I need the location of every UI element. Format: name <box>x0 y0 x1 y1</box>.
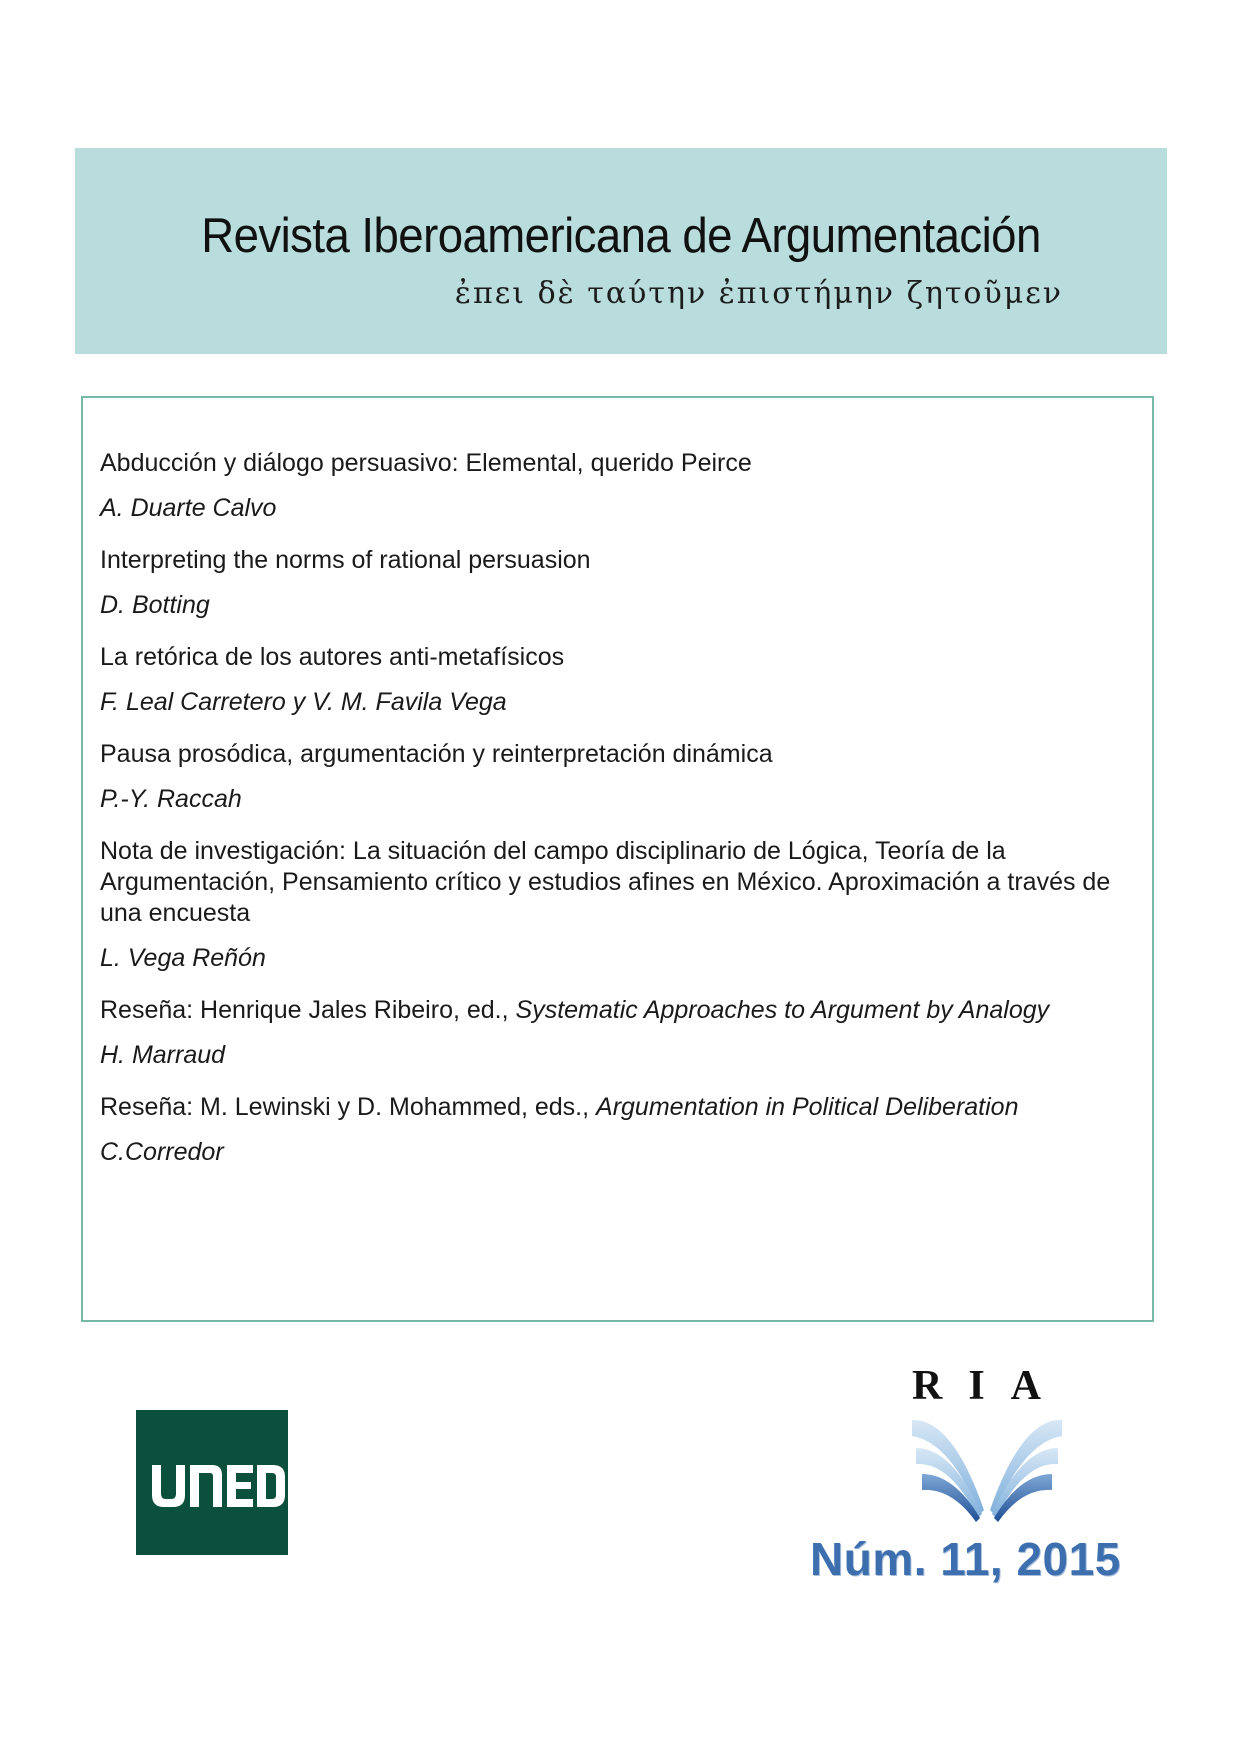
article-author: P.-Y. Raccah <box>100 785 242 813</box>
open-book-icon <box>912 1414 1062 1524</box>
list-item <box>100 836 1140 974</box>
list-item <box>100 1092 1140 1168</box>
article-author: F. Leal Carretero y V. M. Favila Vega <box>100 688 507 716</box>
article-author: L. Vega Reñón <box>100 944 266 972</box>
list-item <box>100 739 1140 815</box>
list-item <box>100 448 1140 524</box>
journal-title: Revista Iberoamericana de Argumentación <box>201 209 1041 263</box>
review-book-title: Systematic Approaches to Argument by Analogy <box>515 996 1050 1024</box>
uned-logo <box>136 1410 288 1555</box>
article-title: Nota de investigación: La situación del campo disciplinario de Lógica, Teoría de la Argumentación, Pensamiento crítico y estudios afines en México. Aproximación a través de una encuesta <box>100 837 1111 927</box>
contents-list <box>100 448 1140 1189</box>
review-title <box>100 1092 1140 1123</box>
journal-header <box>75 148 1167 354</box>
table-of-contents <box>81 396 1154 1322</box>
list-item <box>100 545 1140 621</box>
journal-motto: ἐπει δὲ ταύτην ἐπιστήμην ζητοῦμεν <box>454 276 1063 311</box>
article-title: Abducción y diálogo persuasivo: Elemental, querido Peirce <box>100 449 752 477</box>
uned-logo-mark <box>136 1410 288 1555</box>
list-item <box>100 995 1140 1071</box>
review-title-prefix: Reseña: Henrique Jales Ribeiro, ed., <box>100 996 516 1024</box>
review-title-prefix: Reseña: M. Lewinski y D. Mohammed, eds., <box>100 1093 597 1121</box>
review-book-title: Argumentation in Political Deliberation <box>596 1093 1019 1121</box>
article-author: D. Botting <box>100 591 210 619</box>
article-title: Interpreting the norms of rational persuasion <box>100 546 591 574</box>
article-title: La retórica de los autores anti-metafísicos <box>100 643 565 671</box>
list-item <box>100 642 1140 718</box>
article-title: Pausa prosódica, argumentación y reinterpretación dinámica <box>100 740 773 768</box>
issue-number: Núm. 11, 2015 <box>810 1533 1121 1585</box>
article-author: C.Corredor <box>100 1138 224 1166</box>
review-title <box>100 995 1140 1026</box>
article-author: A. Duarte Calvo <box>100 494 277 522</box>
article-author: H. Marraud <box>100 1041 226 1069</box>
ria-logo-text: RIA <box>912 1363 1068 1409</box>
